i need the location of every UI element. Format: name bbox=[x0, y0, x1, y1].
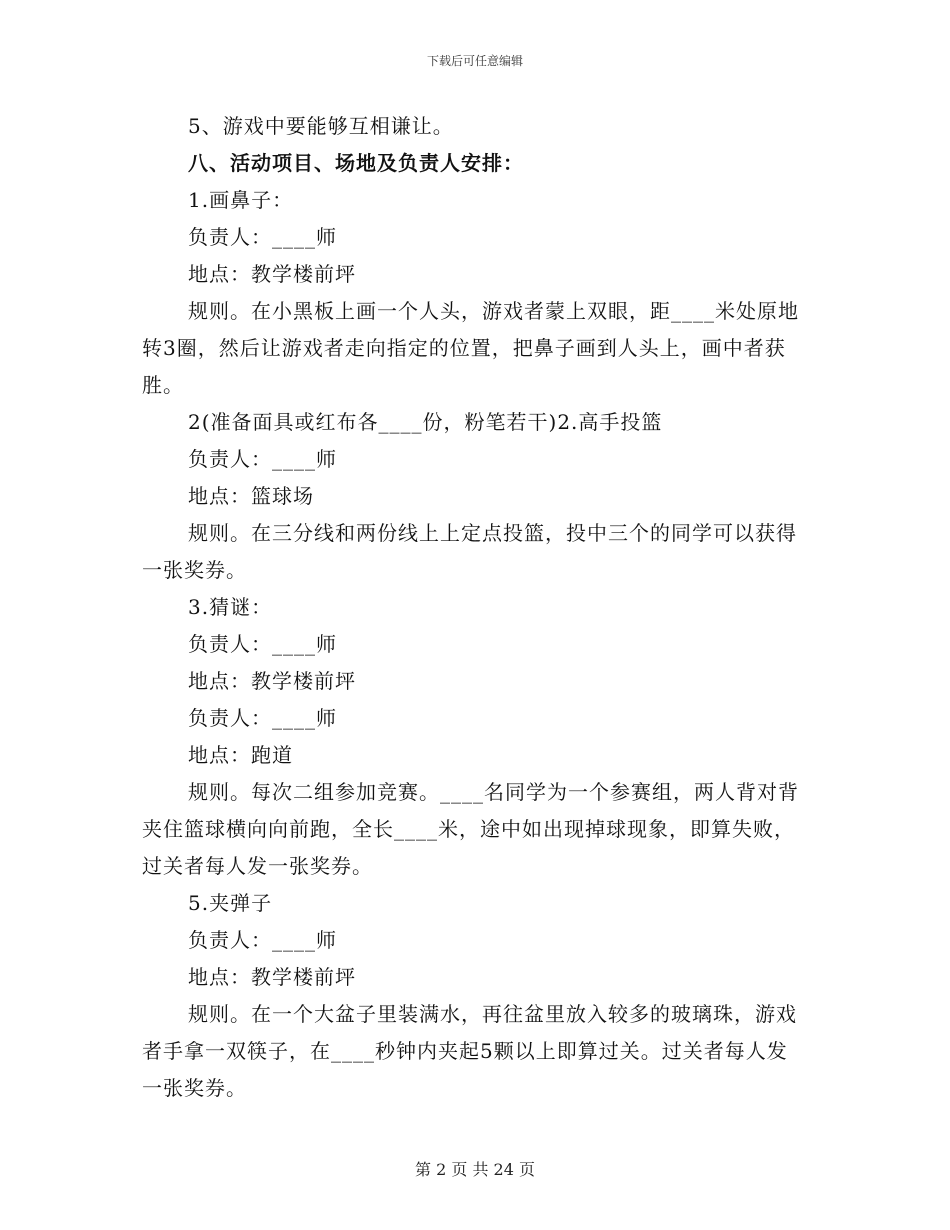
paragraph: 地点：教学楼前坪 bbox=[188, 965, 356, 989]
paragraph: 负责人：____师 bbox=[188, 447, 337, 471]
paragraph: 5、游戏中要能够互相谦让。 bbox=[188, 114, 454, 138]
document-body bbox=[142, 108, 804, 1107]
paragraph: 地点：教学楼前坪 bbox=[188, 262, 356, 286]
paragraph: 3.猜谜： bbox=[188, 595, 273, 619]
section-heading: 八、活动项目、场地及负责人安排： bbox=[188, 151, 524, 175]
paragraph: 1.画鼻子： bbox=[188, 188, 294, 212]
paragraph: 地点：跑道 bbox=[188, 743, 293, 767]
paragraph: 规则。在三分线和两份线上上定点投篮，投中三个的同学可以获得一张奖券。 bbox=[142, 521, 797, 582]
paragraph: 5.夹弹子 bbox=[188, 891, 273, 915]
paragraph: 地点：教学楼前坪 bbox=[188, 669, 356, 693]
paragraph: 2(准备面具或红布各____份，粉笔若干)2.高手投篮 bbox=[188, 410, 663, 434]
page-footer: 第 2 页 共 24 页 bbox=[415, 1160, 535, 1179]
paragraph: 规则。每次二组参加竞赛。____名同学为一个参赛组，两人背对背夹住篮球横向向前跑，全长____米，途中如出现掉球现象，即算失败，过关者每人发一张奖券。 bbox=[142, 780, 799, 878]
paragraph: 负责人：____师 bbox=[188, 928, 337, 952]
paragraph: 负责人：____师 bbox=[188, 706, 337, 730]
paragraph: 负责人：____师 bbox=[188, 632, 337, 656]
paragraph: 负责人：____师 bbox=[188, 225, 337, 249]
paragraph: 规则。在一个大盆子里装满水，再往盆里放入较多的玻璃珠，游戏者手拿一双筷子，在____秒钟内夹起5颗以上即算过关。过关者每人发一张奖券。 bbox=[142, 1002, 797, 1100]
page-header: 下载后可任意编辑 bbox=[426, 54, 523, 68]
paragraph: 规则。在小黑板上画一个人头，游戏者蒙上双眼，距____米处原地转3圈，然后让游戏者走向指定的位置，把鼻子画到人头上，画中者获胜。 bbox=[142, 299, 799, 397]
paragraph: 地点：篮球场 bbox=[188, 484, 314, 508]
